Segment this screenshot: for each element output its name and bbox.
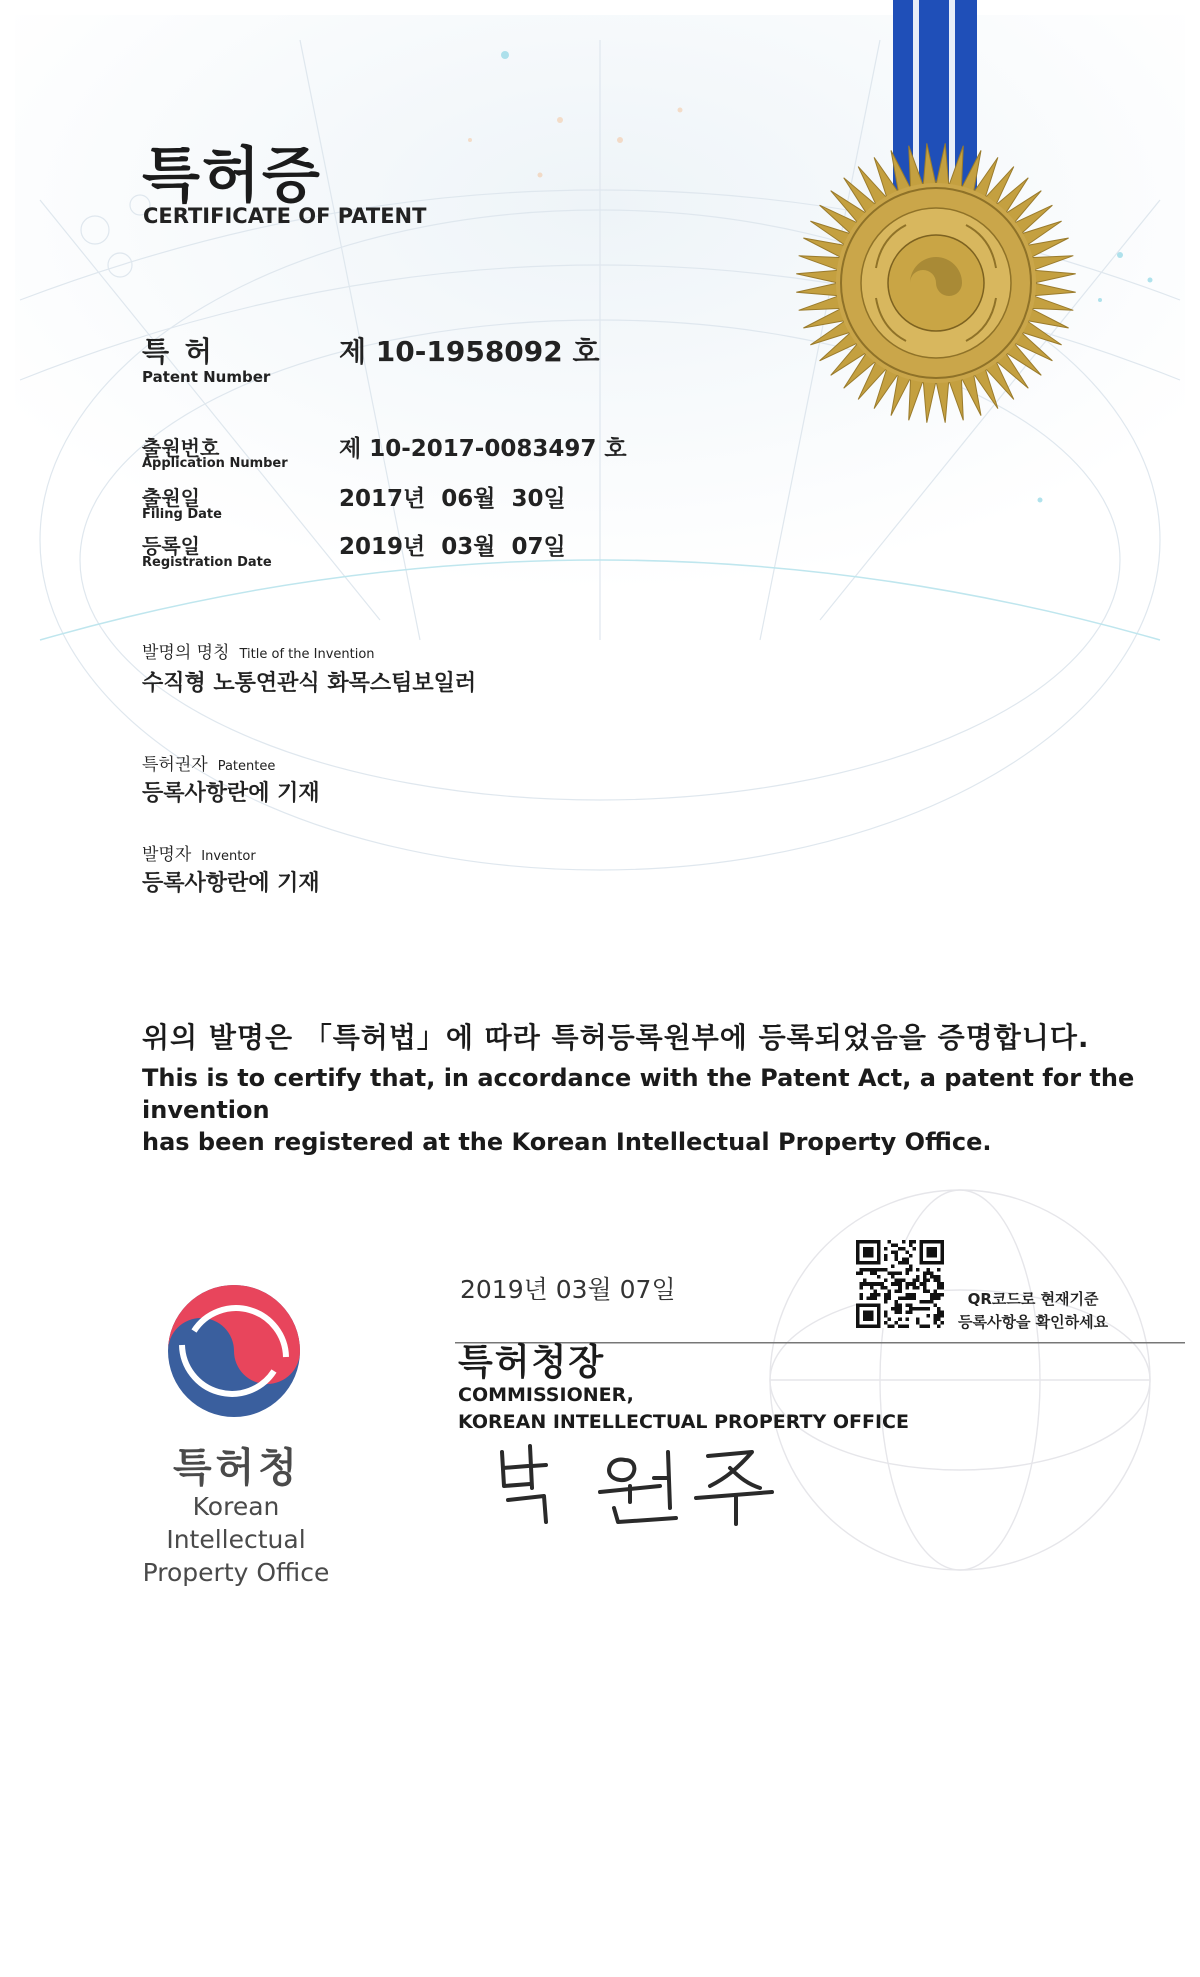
application-number-value: 제 10-2017-0083497 호: [339, 436, 627, 462]
patentee-label: [142, 750, 275, 775]
kipo-name-ko: 특허청: [173, 1445, 301, 1491]
inventor-label-en: Inventor: [201, 849, 256, 864]
invention-label-en: Title of the Invention: [239, 647, 375, 662]
application-number-label-ko: 출원번호: [142, 436, 220, 460]
filing-date-label-en: Filing Date: [142, 507, 222, 522]
inventor-label: [142, 840, 256, 865]
filing-date-value: 2017년 06월 30일: [339, 486, 566, 512]
certification-statement-ko: 위의 발명은 「특허법」에 따라 특허등록원부에 등록되었음을 증명합니다.: [142, 1021, 1090, 1054]
certificate-title-en: CERTIFICATE OF PATENT: [143, 204, 427, 228]
patent-number-label-en: Patent Number: [142, 368, 271, 386]
patent-number-value: 제 10-1958092 호: [339, 335, 600, 368]
commissioner-title-en-line-2: KOREAN INTELLECTUAL PROPERTY OFFICE: [458, 1411, 909, 1433]
patent-number-label-ko: 특 허: [142, 335, 215, 368]
commissioner-title-ko: 특허청장: [458, 1342, 606, 1383]
patentee-label-ko: 특허권자: [142, 755, 208, 775]
certification-en-line-2: has been registered at the Korean Intellectual Property Office.: [142, 1128, 992, 1156]
inventor-label-ko: 발명자: [142, 845, 192, 865]
certificate-title-ko: 특허증: [142, 141, 322, 211]
invention-label: [142, 638, 375, 663]
qr-instruction-line-2: 등록사항을 확인하세요: [958, 1313, 1109, 1331]
application-number-label-en: Application Number: [142, 456, 288, 471]
gold-seal-icon: [793, 140, 1079, 426]
registration-date-label-ko: 등록일: [142, 534, 200, 558]
certification-en-line-1: This is to certify that, in accordance with the Patent Act, a patent for the invention: [142, 1064, 1135, 1124]
invention-label-ko: 발명의 명칭: [142, 643, 230, 663]
kipo-name-en-line-1: Korean Intellectual: [166, 1492, 306, 1554]
issue-date: 2019년 03월 07일: [460, 1275, 676, 1304]
commissioner-title-en: [458, 1382, 909, 1436]
certification-statement-en: [142, 1062, 1142, 1158]
signature-icon: [490, 1438, 780, 1528]
registration-date-label-en: Registration Date: [142, 555, 272, 570]
qr-instruction: [958, 1288, 1108, 1334]
qr-code-icon[interactable]: [856, 1240, 944, 1328]
commissioner-title-en-line-1: COMMISSIONER,: [458, 1384, 634, 1406]
patentee-label-en: Patentee: [217, 759, 276, 774]
inventor-value: 등록사항란에 기재: [142, 871, 320, 896]
invention-title-value: 수직형 노통연관식 화목스팀보일러: [142, 671, 477, 696]
filing-date-label-ko: 출원일: [142, 486, 200, 510]
kipo-name-en: [126, 1490, 346, 1589]
qr-instruction-line-1: QR코드로 현재기준: [967, 1290, 1099, 1308]
patentee-value: 등록사항란에 기재: [142, 781, 320, 806]
kipo-name-en-line-2: Property Office: [142, 1558, 330, 1587]
registration-date-value: 2019년 03월 07일: [339, 534, 566, 560]
kipo-logo-icon: [165, 1282, 303, 1420]
